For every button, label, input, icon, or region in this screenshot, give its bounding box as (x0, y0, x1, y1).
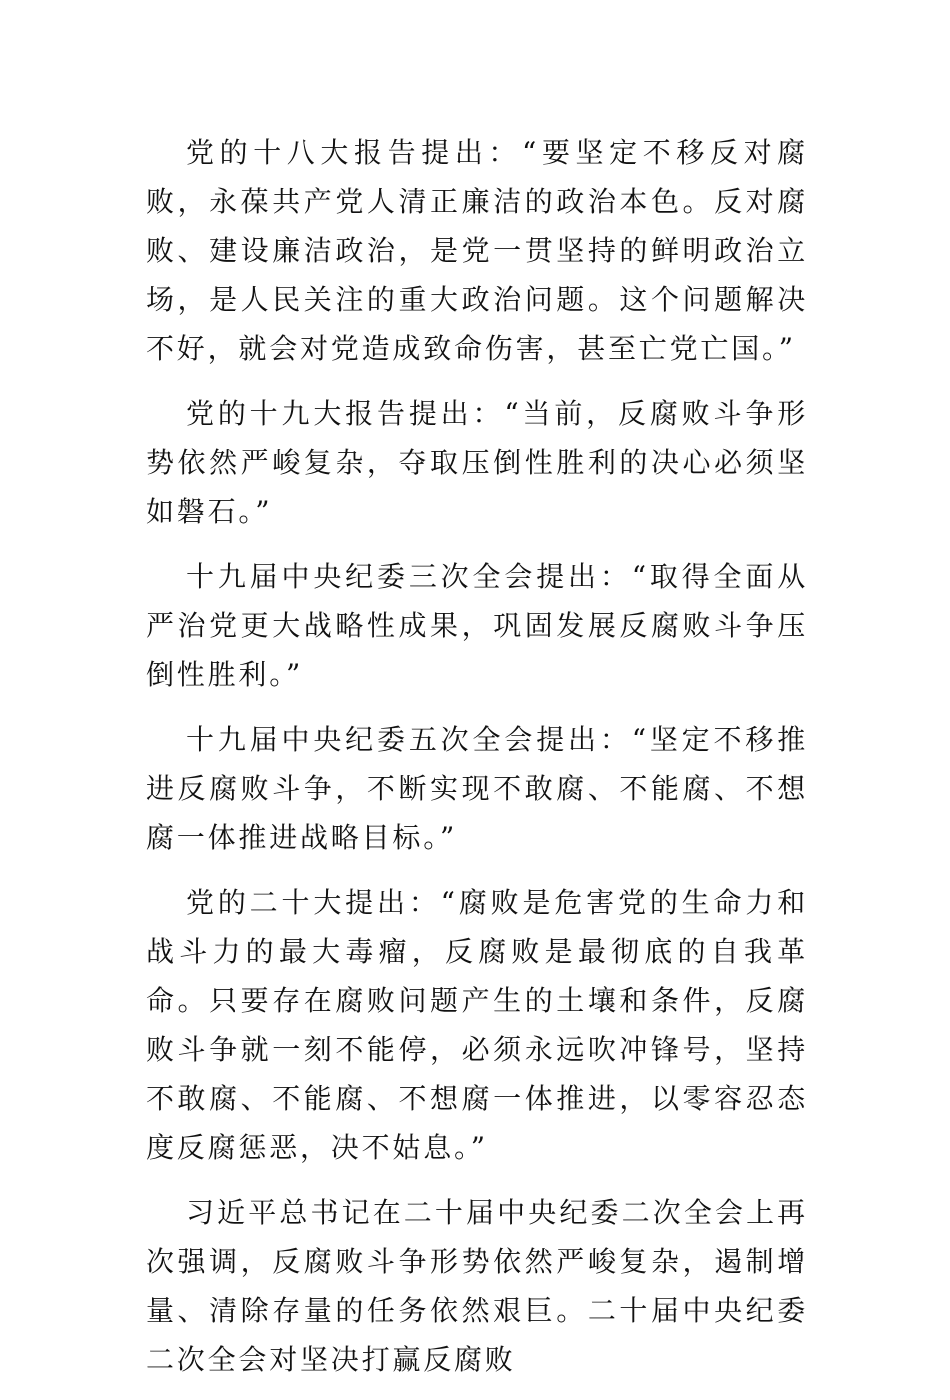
paragraph-19th-cdi-third-plenary: 十九届中央纪委三次全会提出：“取得全面从严治党更大战略性成果，巩固发展反腐败斗争压倒性胜利。” (146, 560, 808, 691)
paragraph-18th-congress: 党的十八大报告提出：“要坚定不移反对腐败，永葆共产党人清正廉洁的政治本色。反对腐败、建设廉洁政治，是党一贯坚持的鲜明政治立场，是人民关注的重大政治问题。这个问题解决不好，就会对党造成致命伤害，甚至亡党亡国。” (146, 136, 808, 365)
paragraph-19th-congress: 党的十九大报告提出：“当前，反腐败斗争形势依然严峻复杂，夺取压倒性胜利的决心必须坚如磐石。” (146, 397, 808, 528)
paragraph-19th-cdi-fifth-plenary: 十九届中央纪委五次全会提出：“坚定不移推进反腐败斗争，不断实现不敢腐、不能腐、不想腐一体推进战略目标。” (146, 723, 808, 854)
document-body (146, 128, 808, 1400)
paragraph-20th-congress: 党的二十大提出：“腐败是危害党的生命力和战斗力的最大毒瘤，反腐败是最彻底的自我革命。只要存在腐败问题产生的土壤和条件，反腐败斗争就一刻不能停，必须永远吹冲锋号，坚持不敢腐、不能腐、不想腐一体推进，以零容忍态度反腐惩恶，决不姑息。” (146, 886, 808, 1164)
paragraph-20th-cdi-second-plenary: 习近平总书记在二十届中央纪委二次全会上再次强调，反腐败斗争形势依然严峻复杂，遏制增量、清除存量的任务依然艰巨。二十届中央纪委二次全会对坚决打赢反腐败 (146, 1196, 808, 1376)
